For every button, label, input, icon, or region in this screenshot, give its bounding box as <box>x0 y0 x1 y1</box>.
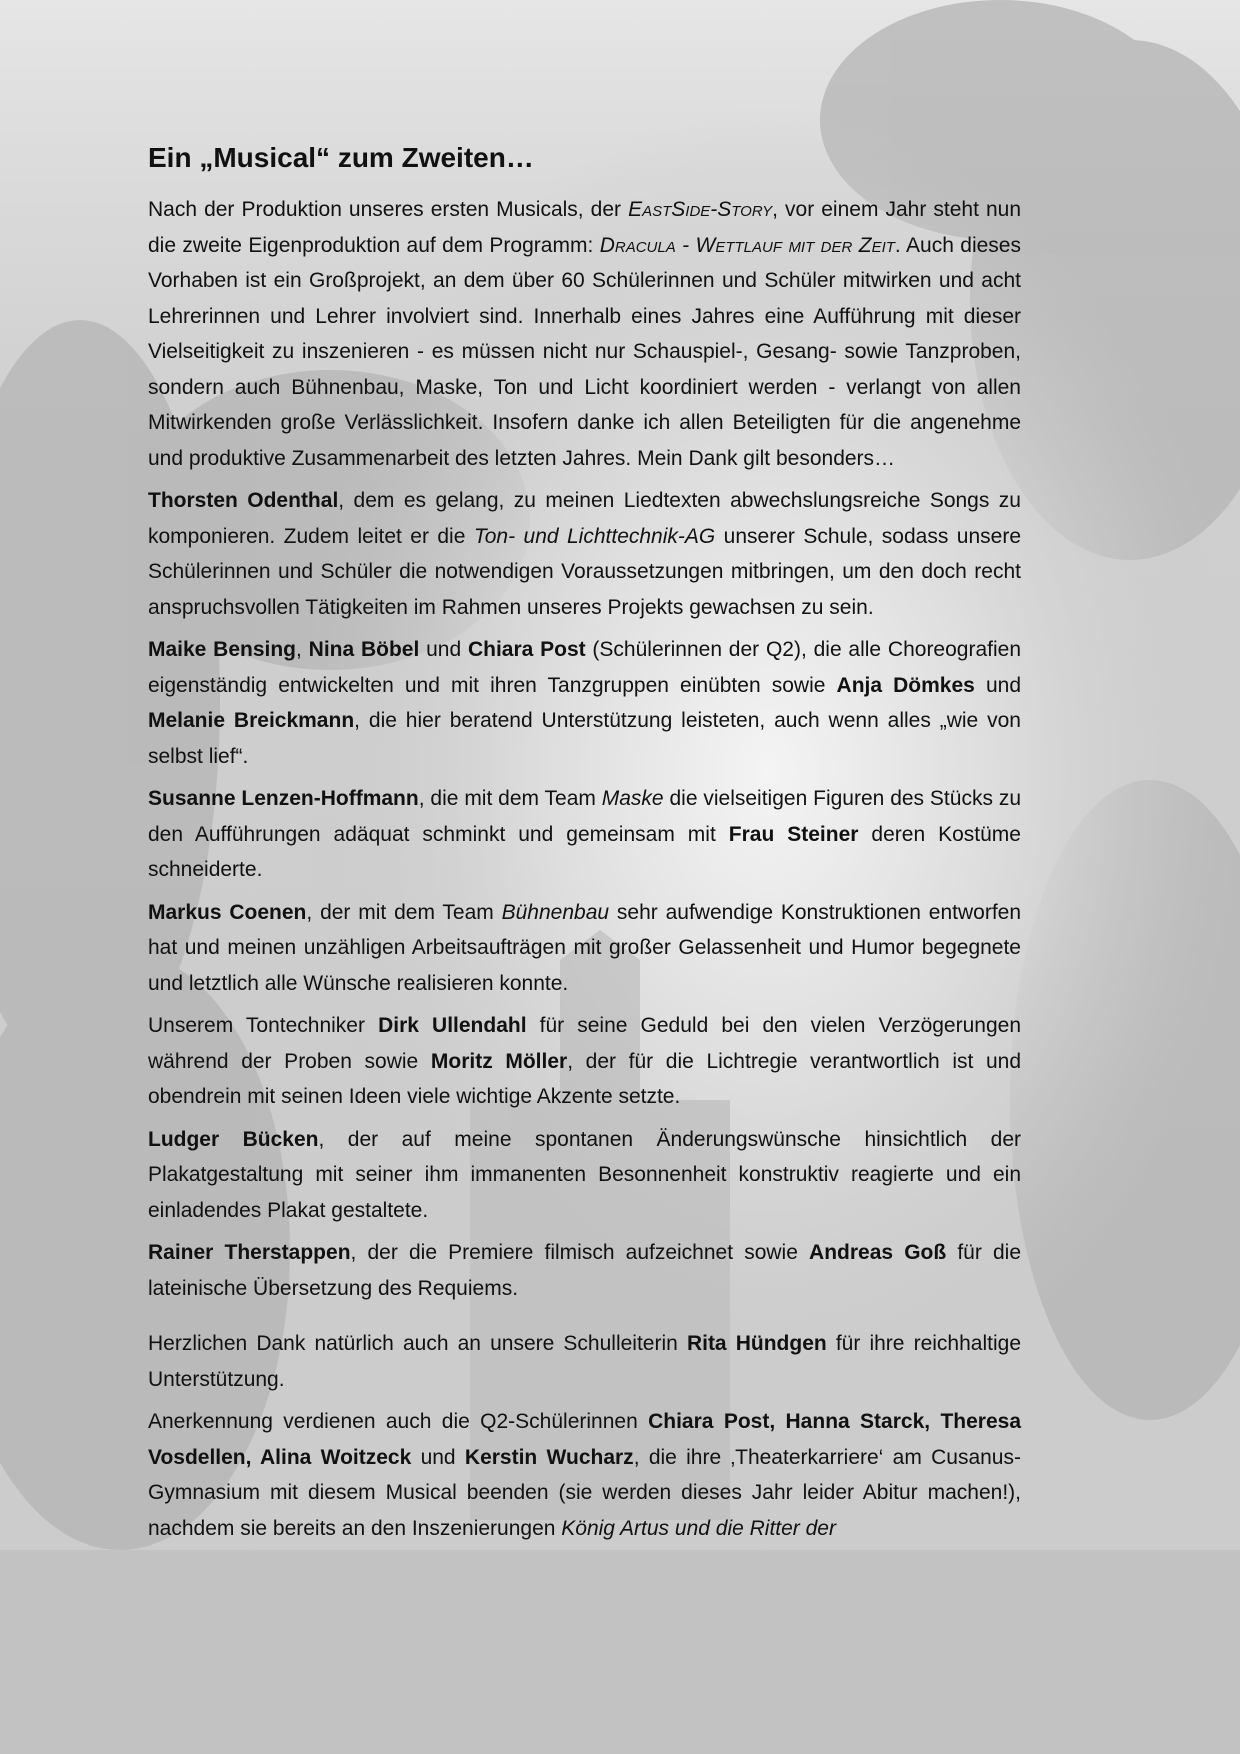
document-page <box>148 140 1021 1553</box>
person-name: Rita Hündgen <box>686 1332 827 1356</box>
emphasis-text: Maske <box>601 787 664 811</box>
person-name: Chiara Post <box>467 638 586 662</box>
paragraph-film: Rainer Therstappen, der die Premiere filmisch aufzeichnet sowie Andreas Goß für die lateinische Übersetzung des Requiems. <box>148 1241 1022 1300</box>
emphasis-text: Ton- und Lichttechnik-AG <box>473 524 716 548</box>
person-name: Susanne Lenzen-Hoffmann <box>148 787 419 811</box>
emphasis-text: König Artus und die Ritter der <box>561 1516 836 1540</box>
paragraph-plakat: Ludger Bücken, der auf meine spontanen Änderungswünsche hinsichtlich der Plakatgestaltung mit seiner ihm immanenten Besonnenheit konstruktiv reagierte und ein einladendes Plakat gestaltete. <box>148 1127 1021 1222</box>
paragraph-odenthal: Thorsten Odenthal, dem es gelang, zu meinen Liedtexten abwechslungsreiche Songs zu komponieren. Zudem leitet er die Ton- und Lichttechnik-AG unserer Schule, sodass unsere Schülerinnen und Schüler die notwendigen Voraussetzungen mitbringen, um den doch recht anspruchsvollen Tätigkeiten im Rahmen unseres Projekts gewachsen zu sein. <box>148 489 1021 619</box>
paragraph-intro: Nach der Produktion unseres ersten Musicals, der EastSide-Story, vor einem Jahr steht nun die zweite Eigenproduktion auf dem Programm: Dracula - Wettlauf mit der Zeit. Auch dieses Vorhaben ist ein Großprojekt, an dem über 60 Schülerinnen und Schüler mitwirken und acht Lehrerinnen und Lehrer involviert sind. Innerhalb eines Jahres eine Aufführung mit dieser Vielseitigkeit zu inszenieren - es müssen nicht nur Schauspiel-, Gesang- sowie Tanzproben, sondern auch Bühnenbau, Maske, Ton und Licht koordiniert werden - verlangt von allen Mitwirkenden große Verlässlichkeit. Insofern danke ich allen Beteiligten für die angenehme und produktive Zusammenarbeit des letzten Jahres. Mein Dank gilt besonders… <box>148 198 1022 470</box>
paragraph-maske: Susanne Lenzen-Hoffmann, die mit dem Team Maske die vielseitigen Figuren des Stücks zu den Aufführungen adäquat schminkt und gemeinsam mit Frau Steiner deren Kostüme schneiderte. <box>148 787 1021 882</box>
emphasis-text: Bühnenbau <box>501 900 610 924</box>
paragraph-technik: Unserem Tontechniker Dirk Ullendahl für seine Geduld bei den vielen Verzögerungen während der Proben sowie Moritz Möller, der für die Lichtregie verantwortlich ist und obendrein mit seinen Ideen viele wichtige Akzente setzte. <box>148 1014 1022 1109</box>
paragraph-buehnenbau: Markus Coenen, der mit dem Team Bühnenbau sehr aufwendige Konstruktionen entworfen hat und meinen unzähligen Arbeitsaufträgen mit großer Gelassenheit und Humor begegnete und letztlich alle Wünsche realisieren konnte. <box>148 900 1022 995</box>
person-name: Kerstin Wucharz <box>464 1445 634 1469</box>
person-name: Maike Bensing <box>148 638 297 662</box>
person-name: Nina Böbel <box>308 638 420 662</box>
paragraph-choreography: Maike Bensing, Nina Böbel und Chiara Post (Schülerinnen der Q2), die alle Choreografien eigenständig entwickelten und mit ihren Tanzgruppen einübten sowie Anja Dömkes und Melanie Breickmann, die hier beratend Unterstützung leisteten, auch wenn alles „wie von selbst lief“. <box>148 638 1022 768</box>
person-name: Rainer Therstappen <box>148 1241 351 1265</box>
person-name: Melanie Breickmann <box>148 709 355 733</box>
person-name: Anja Dömkes <box>836 673 975 697</box>
person-name: Ludger Bücken <box>148 1127 319 1151</box>
page-title: Ein „Musical“ zum Zweiten… <box>148 142 534 173</box>
person-name: Dirk Ullendahl <box>378 1014 527 1038</box>
show-title-eastside-story: EastSide-Story <box>628 198 773 222</box>
show-title-dracula: Dracula - Wettlauf mit der Zeit <box>599 233 895 257</box>
person-name: Andreas Goß <box>809 1241 947 1265</box>
paragraph-anerkennung: Anerkennung verdienen auch die Q2-Schülerinnen Chiara Post, Hanna Starck, Theresa Vosdellen, Alina Woitzeck und Kerstin Wucharz, die ihre ‚Theaterkarriere‘ am Cusanus-Gymnasium mit diesem Musical beenden (sie werden dieses Jahr leider Abitur machen!), nachdem sie bereits an den Inszenierungen König Artus und die Ritter der <box>148 1410 1021 1540</box>
person-name: Thorsten Odenthal <box>148 489 339 513</box>
person-name: Moritz Möller <box>430 1049 568 1073</box>
paragraph-schulleitung: Herzlichen Dank natürlich auch an unsere Schulleiterin Rita Hündgen für ihre reichhaltige Unterstützung. <box>148 1332 1021 1391</box>
person-name: Frau Steiner <box>728 822 859 846</box>
person-name: Chiara Post, Hanna Starck, Theresa Vosdellen, Alina Woitzeck <box>148 1410 1021 1469</box>
person-name: Markus Coenen <box>148 900 307 924</box>
